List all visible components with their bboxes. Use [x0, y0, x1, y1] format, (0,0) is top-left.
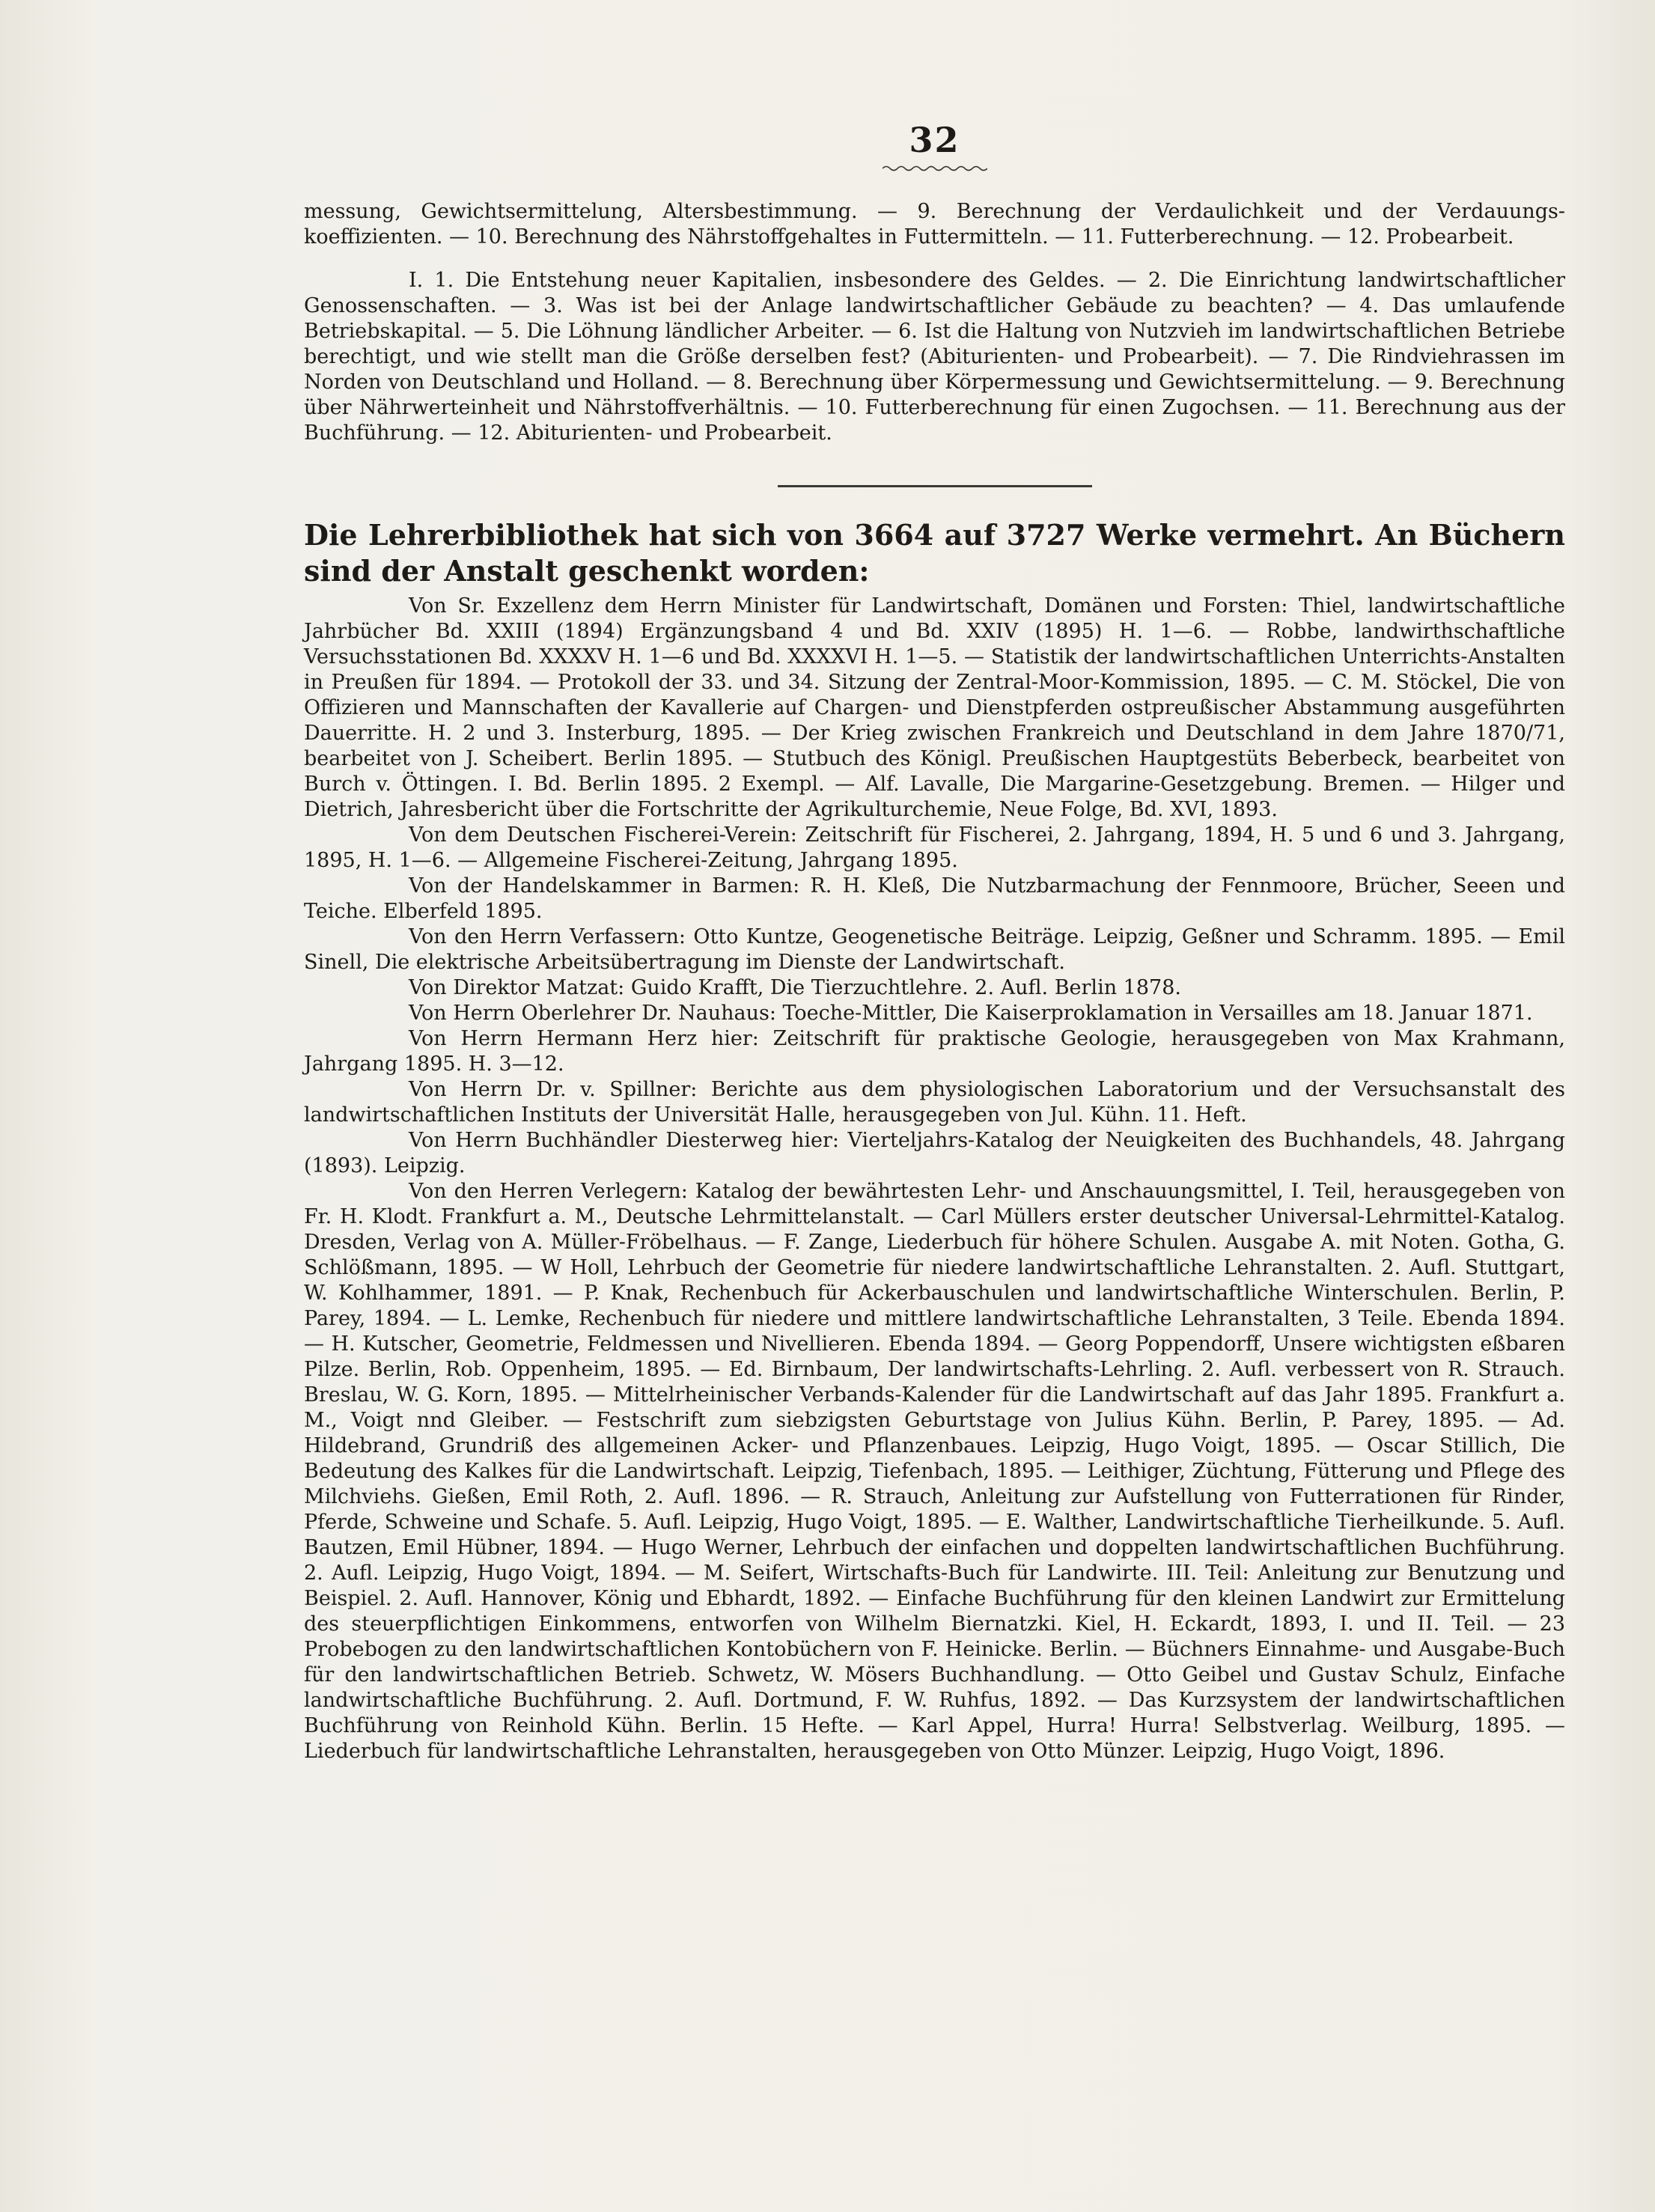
library-heading: Die Lehrerbibliothek hat sich von 3664 auf 3727 Werke vermehrt. An Büchern sind der Anstalt geschenkt worden:: [304, 518, 1565, 588]
library-entry: Von dem Deutschen Fischerei-Verein: Zeitschrift für Fischerei, 2. Jahrgang, 1894, H. 5 und 6 und 3. Jahrgang, 1895, H. 1—6. — Allgemeine Fischerei-Zeitung, Jahrgang 1895.: [304, 823, 1565, 872]
library-entry: Von der Handelskammer in Barmen: R. H. Kleß, Die Nutzbarmachung der Fennmoore, Brücher, Seeen und Teiche. Elberfeld 1895.: [304, 874, 1565, 923]
library-entry: Von Herrn Buchhändler Diesterweg hier: Vierteljahrs-Katalog der Neuigkeiten des Buchhandels, 48. Jahrgang (1893). Leipzig.: [304, 1129, 1565, 1177]
library-entry: Von Herrn Oberlehrer Dr. Nauhaus: Toeche-Mittler, Die Kaiserproklamation in Versailles am 18. Januar 1871.: [409, 1002, 1533, 1025]
wavy-ornament: [883, 165, 987, 172]
curriculum-paragraph-2: I. 1. Die Entstehung neuer Kapitalien, insbesondere des Geldes. — 2. Die Einrichtung landwirtschaftlicher Genossenschaften. — 3. Was ist bei der Anlage landwirtschaftlicher Gebäude zu beachten? — 4. Das umlaufende Betriebskapital. — 5. Die Löhnung ländlicher Arbeiter. — 6. Ist die Haltung von Nutzvieh im landwirtschaftlichen Betriebe berechtigt, und wie stellt man die Größe derselben fest? (Abiturienten- und Probearbeit). — 7. Die Rindviehrassen im Norden von Deutschland und Holland. — 8. Berechnung über Körpermessung und Gewichtsermittelung. — 9. Berechnung über Nährwerteinheit und Nährstoffverhältnis. — 10. Futterberechnung für einen Zugochsen. — 11. Berechnung aus der Buchführung. — 12. Abiturienten- und Probearbeit.: [304, 269, 1565, 445]
curriculum-paragraph-1: messung, Gewichtsermittelung, Altersbestimmung. — 9. Berechnung der Verdaulichkeit und der Verdauungs-koeffizienten. — 10. Berechnung des Nährstoffgehaltes in Futtermitteln. — 11. Futterberechnung. — 12. Probearbeit.: [304, 200, 1565, 249]
library-entry: Von Herrn Hermann Herz hier: Zeitschrift für praktische Geologie, herausgegeben von Max Krahmann, Jahrgang 1895. H. 3—12.: [304, 1027, 1565, 1076]
library-entry: Von Direktor Matzat: Guido Krafft, Die Tierzuchtlehre. 2. Aufl. Berlin 1878.: [409, 976, 1181, 999]
library-entry: Von Herrn Dr. v. Spillner: Berichte aus dem physiologischen Laboratorium und der Versuchsanstalt des landwirtschaftlichen Instituts der Universität Halle, herausgegeben von Jul. Kühn. 11. Heft.: [304, 1078, 1565, 1127]
page-number: 32: [909, 120, 960, 160]
library-entry: Von den Herren Verlegern: Katalog der bewährtesten Lehr- und Anschauungsmittel, I. Teil, herausgegeben von Fr. H. Klodt. Frankfurt a. M., Deutsche Lehrmittelanstalt. — Carl Müllers erster deutscher Universal-Lehrmittel-Katalog. Dresden, Verlag von A. Müller-Fröbelhaus. — F. Zange, Liederbuch für höhere Schulen. Ausgabe A. mit Noten. Gotha, G. Schlößmann, 1895. — W Holl, Lehrbuch der Geometrie für niedere landwirtschaftliche Lehranstalten. 2. Aufl. Stuttgart, W. Kohlhammer, 1891. — P. Knak, Rechenbuch für Ackerbauschulen und landwirtschaftliche Winterschulen. Berlin, P. Parey, 1894. — L. Lemke, Rechenbuch für niedere und mittlere landwirtschaftliche Lehranstalten, 3 Teile. Ebenda 1894. — H. Kutscher, Geometrie, Feldmessen und Nivellieren. Ebenda 1894. — Georg Poppendorff, Unsere wichtigsten eßbaren Pilze. Berlin, Rob. Oppenheim, 1895. — Ed. Birnbaum, Der landwirtschafts-Lehrling. 2. Aufl. verbessert von R. Strauch. Breslau, W. G. Korn, 1895. — Mittelrheinischer Verbands-Kalender für die Landwirtschaft auf das Jahr 1895. Frankfurt a. M., Voigt nnd Gleiber. — Festschrift zum siebzigsten Geburtstage von Julius Kühn. Berlin, P. Parey, 1895. — Ad. Hildebrand, Grundriß des allgemeinen Acker- und Pflanzenbaues. Leipzig, Hugo Voigt, 1895. — Oscar Stillich, Die Bedeutung des Kalkes für die Landwirtschaft. Leipzig, Tiefenbach, 1895. — Leithiger, Züchtung, Fütterung und Pflege des Milchviehs. Gießen, Emil Roth, 2. Aufl. 1896. — R. Strauch, Anleitung zur Aufstellung von Futterrationen für Rinder, Pferde, Schweine und Schafe. 5. Aufl. Leipzig, Hugo Voigt, 1895. — E. Walther, Landwirtschaftliche Tierheilkunde. 5. Aufl. Bautzen, Emil Hübner, 1894. — Hugo Werner, Lehrbuch der einfachen und doppelten landwirtschaftlichen Buchführung. 2. Aufl. Leipzig, Hugo Voigt, 1894. — M. Seifert, Wirtschafts-Buch für Landwirte. III. Teil: Anleitung zur Benutzung und Beispiel. 2. Aufl. Hannover, König und Ebhardt, 1892. — Einfache Buchführung für den kleinen Landwirt zur Ermittelung des steuerpflichtigen Einkommens, entworfen von Wilhelm Biernatzki. Kiel, H. Eckardt, 1893, I. und II. Teil. — 23 Probebogen zu den landwirtschaftlichen Kontobüchern von F. Heinicke. Berlin. — Büchners Einnahme- und Ausgabe-Buch für den landwirtschaftlichen Betrieb. Schwetz, W. Mösers Buchhandlung. — Otto Geibel und Gustav Schulz, Einfache landwirtschaftliche Buchführung. 2. Aufl. Dortmund, F. W. Ruhfus, 1892. — Das Kurzsystem der landwirtschaftlichen Buchführung von Reinhold Kühn. Berlin. 15 Hefte. — Karl Appel, Hurra! Hurra! Selbstverlag. Weilburg, 1895. — Liederbuch für landwirtschaftliche Lehranstalten, herausgegeben von Otto Münzer. Leipzig, Hugo Voigt, 1896.: [304, 1180, 1565, 1763]
library-entry: Von den Herrn Verfassern: Otto Kuntze, Geogenetische Beiträge. Leipzig, Geßner und Schramm. 1895. — Emil Sinell, Die elektrische Arbeitsübertragung im Dienste der Landwirtschaft.: [304, 925, 1565, 974]
library-entry: Von Sr. Exzellenz dem Herrn Minister für Landwirtschaft, Domänen und Forsten: Thiel, landwirtschaftliche Jahrbücher Bd. XXIII (1894) Ergänzungsband 4 und Bd. XXIV (1895) H. 1—6. — Robbe, landwirthschaftliche Versuchsstationen Bd. XXXXV H. 1—6 und Bd. XXXXVI H. 1—5. — Statistik der landwirtschaftlichen Unterrichts-Anstalten in Preußen für 1894. — Protokoll der 33. und 34. Sitzung der Zentral-Moor-Kommission, 1895. — C. M. Stöckel, Die von Offizieren und Mannschaften der Kavallerie auf Chargen- und Dienstpferden ostpreußischer Abstammung ausgeführten Dauerritte. H. 2 und 3. Insterburg, 1895. — Der Krieg zwischen Frankreich und Deutschland in dem Jahre 1870/71, bearbeitet von J. Scheibert. Berlin 1895. — Stutbuch des Königl. Preußischen Hauptgestüts Beberbeck, bearbeitet von Burch v. Öttingen. I. Bd. Berlin 1895. 2 Exempl. — Alf. Lavalle, Die Margarine-Gesetzgebung. Bremen. — Hilger und Dietrich, Jahresbericht über die Fortschritte der Agrikulturchemie, Neue Folge, Bd. XVI, 1893.: [304, 594, 1565, 821]
section-divider: [778, 485, 1092, 487]
